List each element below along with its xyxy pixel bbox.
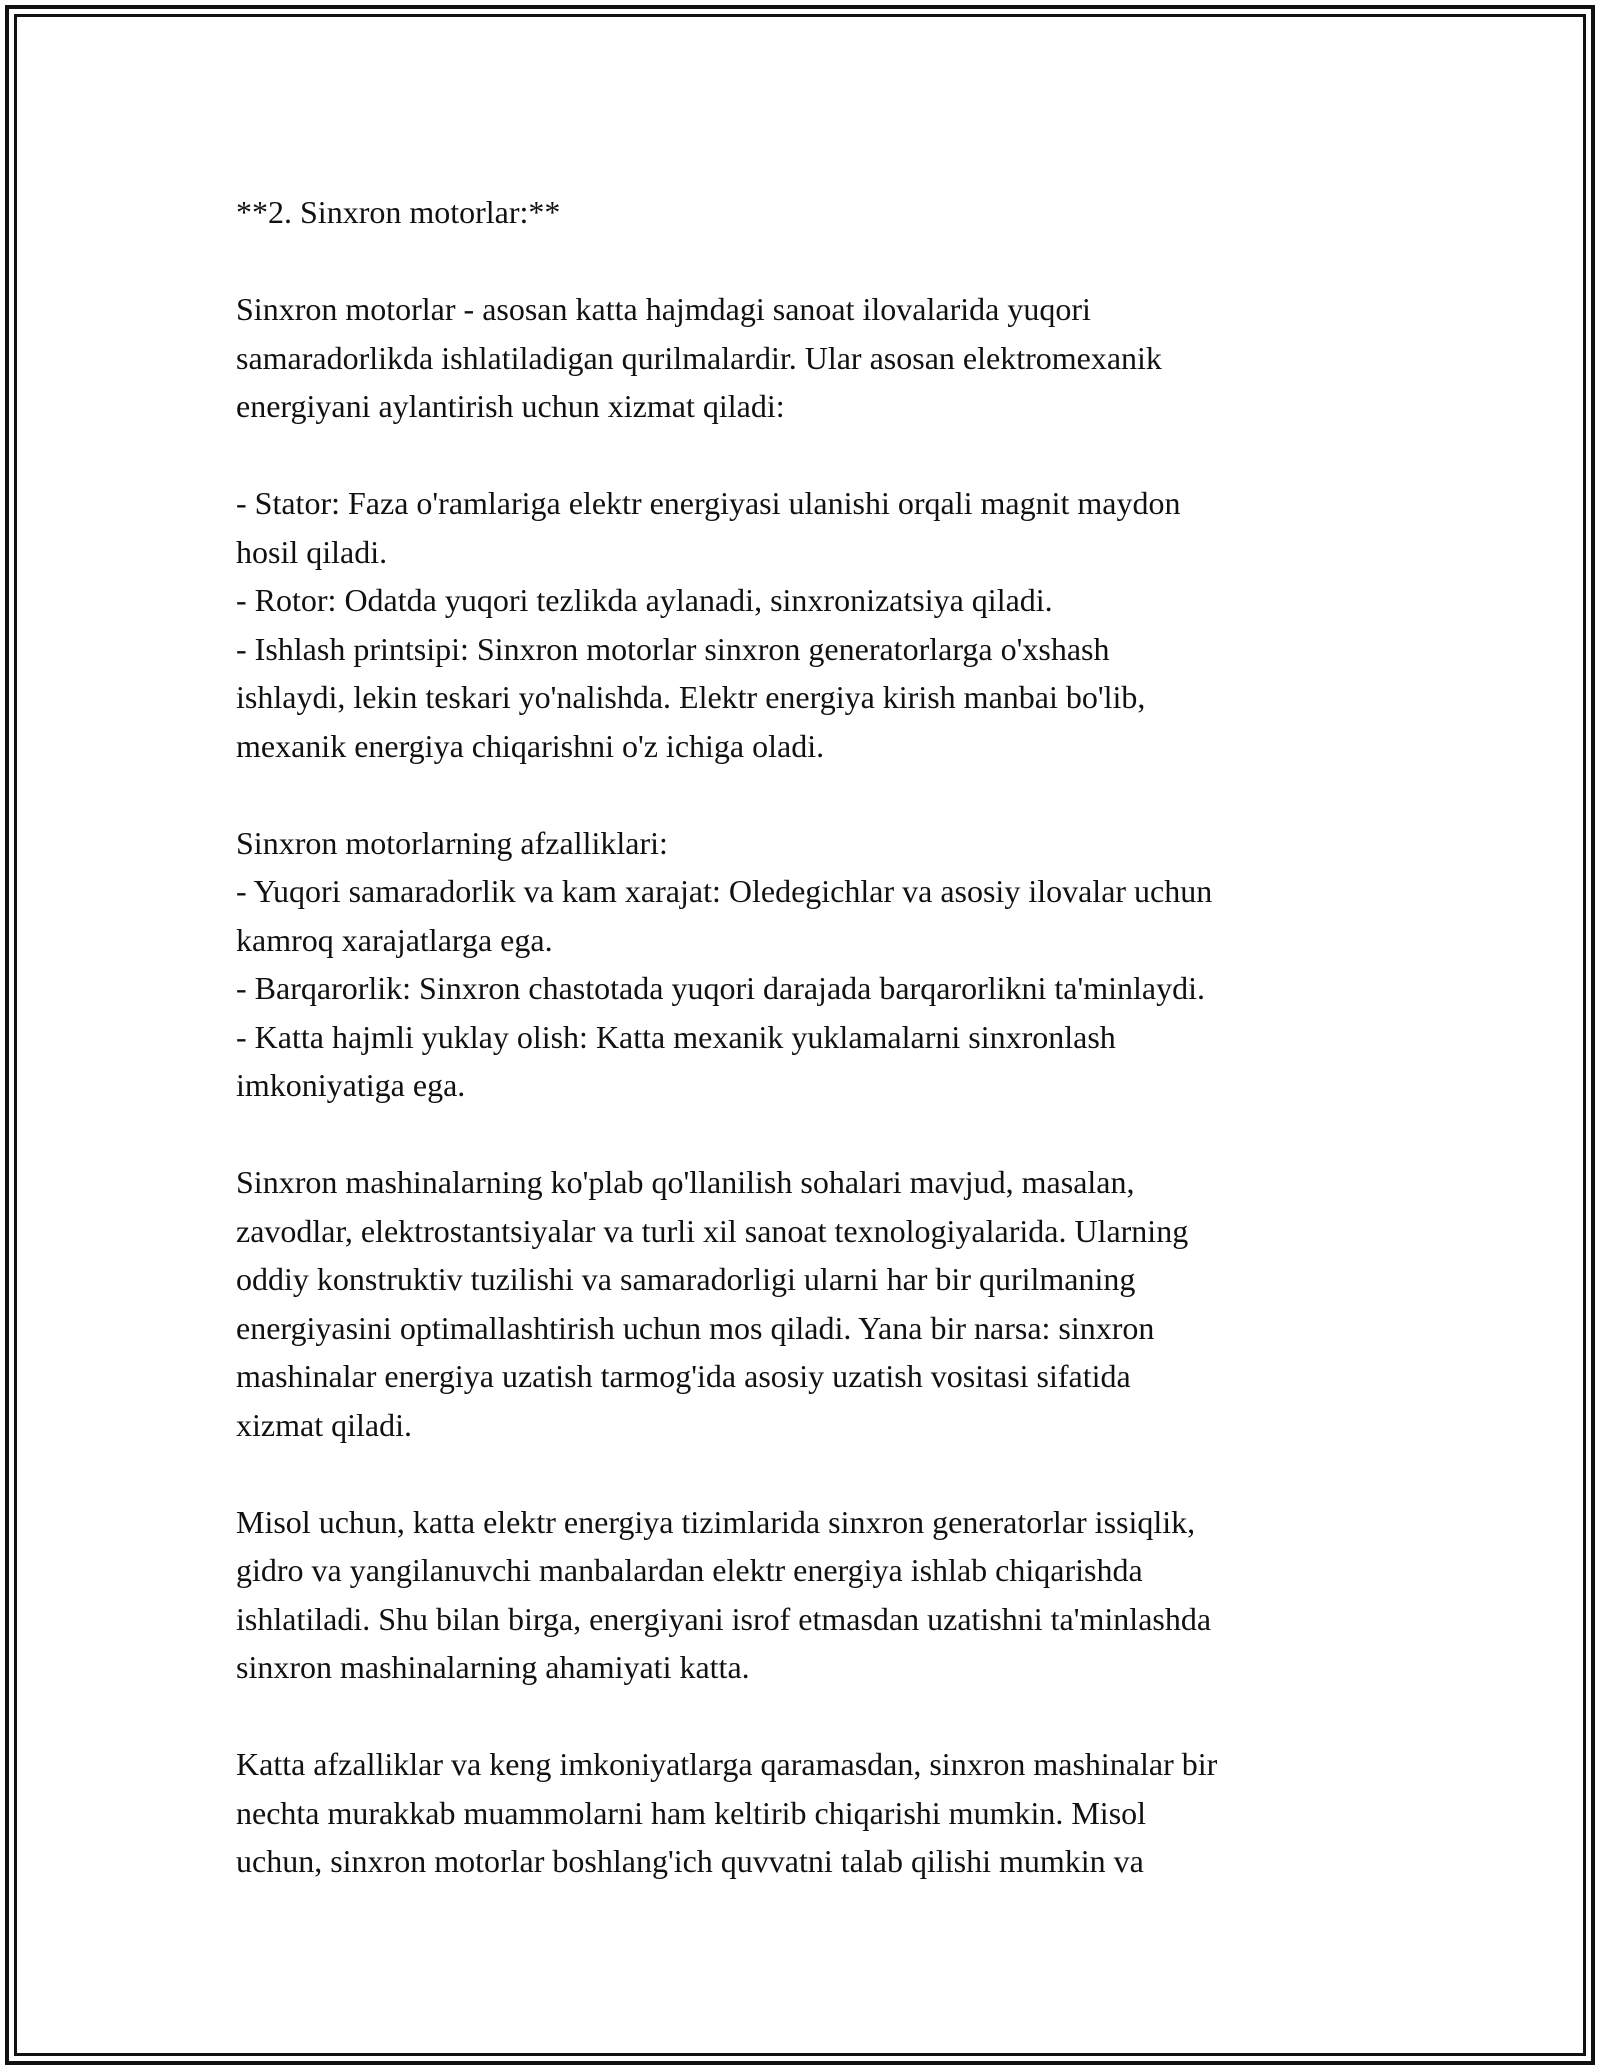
text-line: kamroq xarajatlarga ega. [236,921,553,958]
text-line: uchun, sinxron motorlar boshlang'ich quvvatni talab qilishi mumkin va [236,1843,1144,1879]
text-line: - Katta hajmli yuklay olish: Katta mexanik yuklamalarni sinxronlash [236,1018,1116,1055]
text-line: Misol uchun, katta elektr energiya tizimlarida sinxron generatorlar issiqlik, [236,1503,1196,1540]
text-line: **2. Sinxron motorlar:** [236,194,561,230]
paragraph [236,1740,1376,1886]
text-line: oddiy konstruktiv tuzilishi va samaradorligi ularni har bir qurilmaning [236,1261,1136,1297]
text-line: Sinxron motorlar - asosan katta hajmdagi sanoat ilovalarida yuqori [236,291,1091,327]
text-line: mashinalar energiya uzatish tarmog'ida asosiy uzatish vositasi sifatida [236,1358,1131,1394]
section-heading [236,188,1376,237]
text-line: energiyani aylantirish uchun xizmat qiladi: [236,388,785,424]
paragraph [236,285,1376,431]
text-line: samaradorlikda ishlatiladigan qurilmalardir. Ular asosan elektromexanik [236,339,1162,376]
paragraph [236,1498,1376,1692]
text-line: imkoniyatiga ega. [236,1067,466,1103]
text-line: Sinxron motorlarning afzalliklari: [236,824,668,861]
text-line: - Barqarorlik: Sinxron chastotada yuqori darajada barqarorlikni ta'minlaydi. [236,970,1206,1006]
text-line: zavodlar, elektrostantsiyalar va turli xil sanoat texnologiyalarida. Ularning [236,1212,1189,1249]
text-line: Katta afzalliklar va keng imkoniyatlarga qaramasdan, sinxron mashinalar bir [236,1746,1218,1782]
text-line: nechta murakkab muammolarni ham keltirib chiqarishi mumkin. Misol [236,1794,1147,1831]
document-body [236,188,1376,1886]
text-line: ishlaydi, lekin teskari yo'nalishda. Elektr energiya kirish manbai bo'lib, [236,679,1146,715]
text-line: Sinxron mashinalarning ko'plab qo'llanilish sohalari mavjud, masalan, [236,1164,1135,1200]
text-line: gidro va yangilanuvchi manbalardan elektr energiya ishlab chiqarishda [236,1552,1143,1588]
text-line: ishlatiladi. Shu bilan birga, energiyani isrof etmasdan uzatishni ta'minlashda [236,1600,1212,1637]
paragraph [236,819,1376,1110]
text-line: energiyasini optimallashtirish uchun mos qiladi. Yana bir narsa: sinxron [236,1309,1155,1346]
text-line: sinxron mashinalarning ahamiyati katta. [236,1649,750,1685]
text-line: - Stator: Faza o'ramlariga elektr energiyasi ulanishi orqali magnit maydon [236,485,1181,521]
paragraph [236,1158,1376,1449]
text-line: - Rotor: Odatda yuqori tezlikda aylanadi, sinxronizatsiya qiladi. [236,582,1053,618]
text-line: - Yuqori samaradorlik va kam xarajat: Oledegichlar va asosiy ilovalar uchun [236,873,1213,909]
text-line: mexanik energiya chiqarishni o'z ichiga oladi. [236,727,825,764]
text-line: hosil qiladi. [236,533,388,570]
paragraph [236,479,1376,770]
text-line: xizmat qiladi. [236,1406,412,1443]
text-line: - Ishlash printsipi: Sinxron motorlar sinxron generatorlarga o'xshash [236,630,1110,667]
